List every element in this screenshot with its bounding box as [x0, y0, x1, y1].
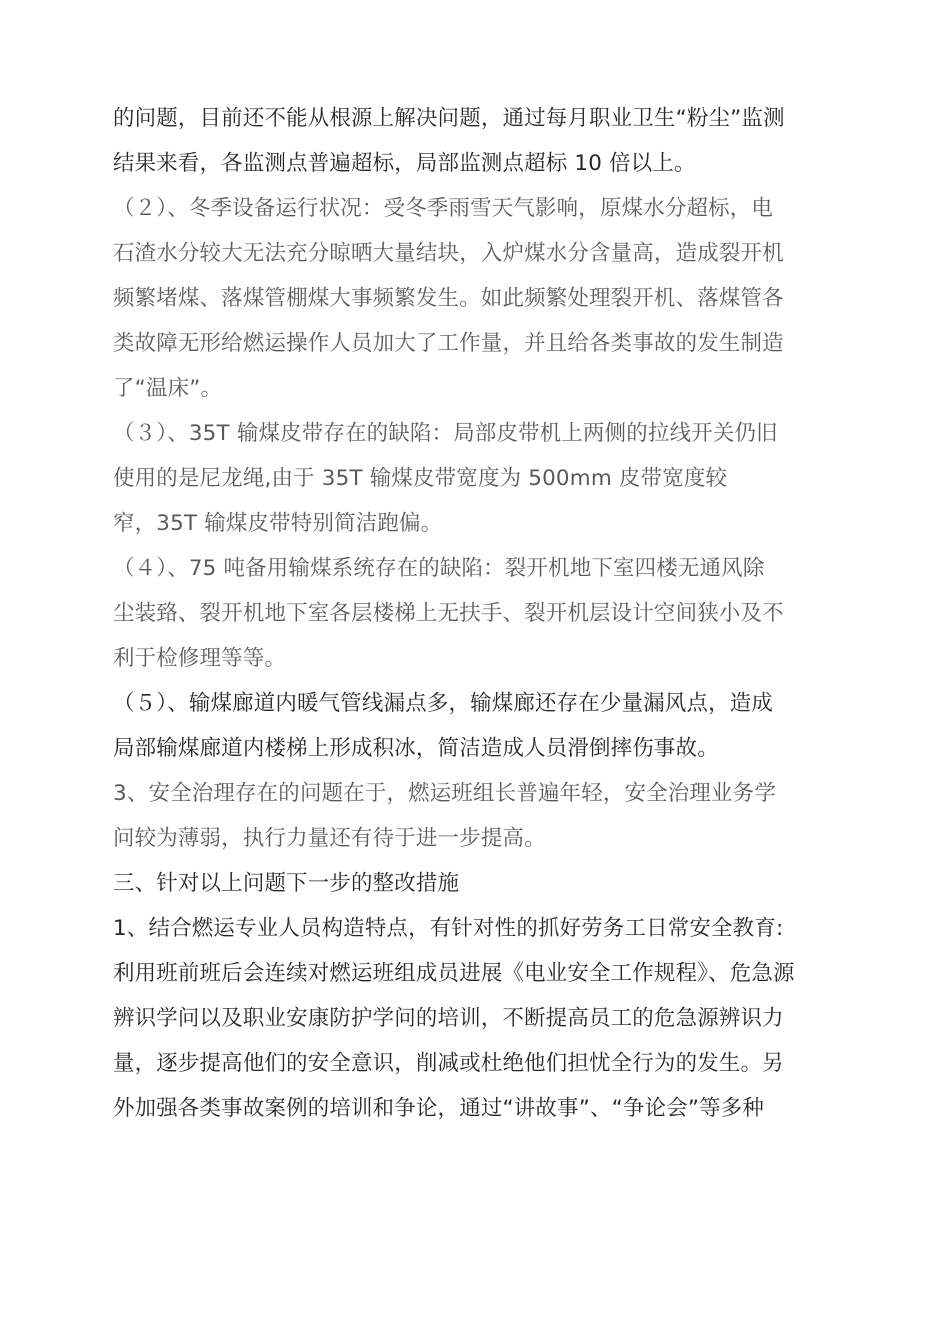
- text-line: 了“温床”。: [113, 376, 223, 401]
- text-line: 局部输煤廊道内楼梯上形成积冰，简洁造成人员滑倒摔伤事故。: [113, 736, 719, 761]
- text-line: 利用班前班后会连续对燃运班组成员进展《电业安全工作规程》、危急源: [113, 961, 795, 986]
- text-line: 问较为薄弱，执行力量还有待于进一步提高。: [113, 826, 546, 851]
- text-line: 辨识学问以及职业安康防护学问的培训，不断提高员工的危急源辨识力: [113, 1006, 784, 1031]
- paragraph-coal-dust-tail: [113, 96, 863, 186]
- text-line: 结果来看，各监测点普遍超标，局部监测点超标 10 倍以上。: [113, 151, 696, 176]
- document-page: [113, 96, 863, 1131]
- paragraph-item-2-winter-equipment: [113, 186, 863, 411]
- text-line: 石渣水分较大无法充分晾晒大量结块，入炉煤水分含量高，造成裂开机: [113, 241, 784, 266]
- text-line: 频繁堵煤、落煤管棚煤大事频繁发生。如此频繁处理裂开机、落煤管各: [113, 286, 784, 311]
- text-line: 窄，35T 输煤皮带特别简洁跑偏。: [113, 511, 443, 536]
- text-line: 使用的是尼龙绳,由于 35T 输煤皮带宽度为 500mm 皮带宽度较: [113, 466, 728, 491]
- text-line: （２）、冬季设备运行状况：受冬季雨雪天气影响，原煤水分超标，电: [113, 196, 774, 221]
- text-line: 外加强各类事故案例的培训和争论，通过“讲故事”、“争论会”等多种: [113, 1096, 765, 1121]
- paragraph-item-5-heating-pipe: [113, 681, 863, 771]
- text-line: （４）、75 吨备用输煤系统存在的缺陷：裂开机地下室四楼无通风除: [113, 556, 765, 581]
- text-line: 类故障无形给燃运操作人员加大了工作量，并且给各类事故的发生制造: [113, 331, 784, 356]
- text-line: （５）、输煤廊道内暖气管线漏点多，输煤廊还存在少量漏风点，造成: [113, 691, 774, 716]
- text-line: 3、安全治理存在的问题在于，燃运班组长普遍年轻，安全治理业务学: [113, 781, 776, 806]
- text-line: 1、结合燃运专业人员构造特点，有针对性的抓好劳务工日常安全教育:: [113, 916, 784, 941]
- text-line: 尘装臵、裂开机地下室各层楼梯上无扶手、裂开机层设计空间狭小及不: [113, 601, 784, 626]
- section-heading: [113, 861, 863, 906]
- paragraph-item-4-75t-system: [113, 546, 863, 681]
- paragraph-item-3-35t-belt: [113, 411, 863, 546]
- text-line: （３）、35T 输煤皮带存在的缺陷：局部皮带机上两侧的拉线开关仍旧: [113, 421, 778, 446]
- text-line: 利于检修理等等。: [113, 646, 287, 671]
- section-title: 三、针对以上问题下一步的整改措施: [113, 871, 460, 896]
- paragraph-item-3-safety-management: [113, 771, 863, 861]
- text-line: 量，逐步提高他们的安全意识，削减或杜绝他们担忧全行为的发生。另: [113, 1051, 784, 1076]
- text-line: 的问题，目前还不能从根源上解决问题，通过每月职业卫生“粉尘”监测: [113, 106, 785, 131]
- paragraph-measure-1-education: [113, 906, 863, 1131]
